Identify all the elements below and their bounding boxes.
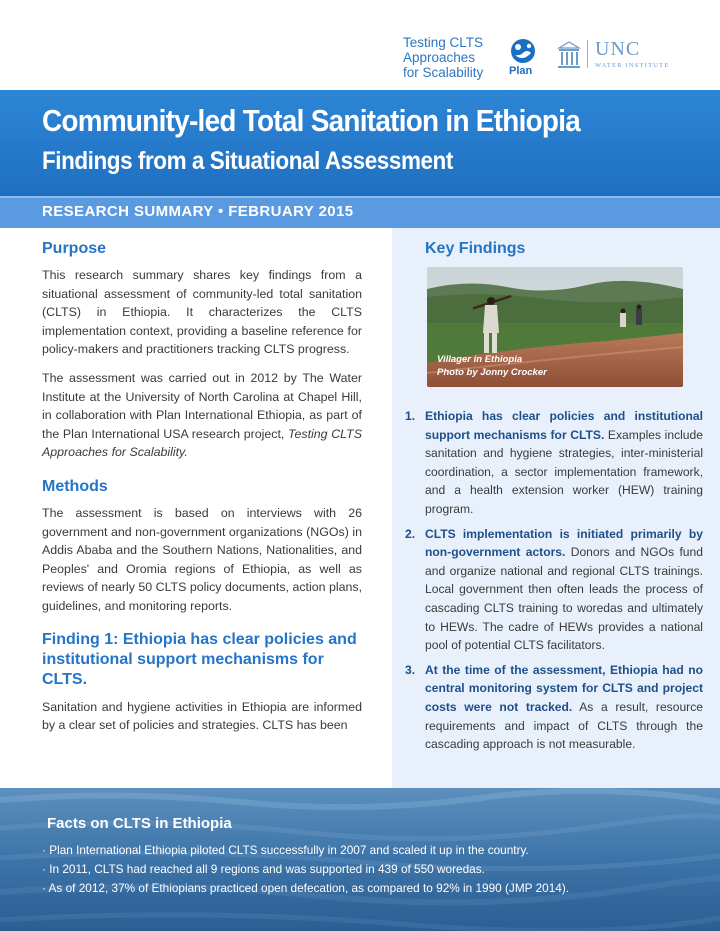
key-finding-2-number: 2. [405,526,416,541]
key-finding-1-bold: Ethiopia has clear policies and institutional support mechanisms for CLTS. [425,409,703,442]
purpose-paragraph-2-text: The assessment was carried out in 2012 by The Water Institute at the University of North Carolina at Chapel Hill, in collaboration with Plan International Ethiopia, as part of the Plan International USA research project, [42,370,362,441]
unc-subtitle: WATER INSTITUTE [595,62,670,69]
key-finding-2-text: Donors and NGOs fund and organize national and regional CLTS trainings. Local government then often leads the process of cascading CLTS training to woredas and ultimately to HEWs. The cadre of HEWs provides a national pool of potential CLTS facilitators. [425,545,703,653]
project-title-line-3: for Scalability [403,65,484,80]
key-finding-2 [405,525,703,655]
villager-photo [427,267,683,387]
purpose-heading: Purpose [42,240,107,257]
water-background [0,788,720,931]
key-finding-3-bold: At the time of the assessment, Ethiopia had no central monitoring system for CLTS and project costs were not tracked. [425,662,703,714]
project-name-italic: Testing CLTS Approaches for Scalability. [42,426,362,460]
unc-building-icon [557,40,581,70]
fact-item-1: · Plan International Ethiopia piloted CLTS successfully in 2007 and scaled it up in the country. [42,843,529,857]
key-finding-3-number: 3. [405,662,416,677]
plan-label: Plan [509,65,533,77]
photo-caption-line-2: Photo by Jonny Crocker [437,367,547,378]
fact-item-2: · In 2011, CLTS had reached all 9 regions and was supported in 439 of 550 woredas. [42,862,485,876]
fact-item-3: · As of 2012, 37% of Ethiopians practiced open defecation, as compared to 92% in 1990 (JMP 2014). [42,881,570,895]
photo-caption-line-1: Villager in Ethiopia [437,354,523,365]
key-finding-2-bold: CLTS implementation is initiated primarily by non-government actors. [425,526,703,560]
key-finding-3-text: As a result, resource requirements and impact of CLTS through the cascading approach is not measurable. [425,699,703,752]
key-finding-3 [405,661,703,754]
key-finding-1-text: Examples include sanitation and hygiene strategies, inter-ministerial coordination, a sector implementation framework, and a health extension worker (HEW) training program. [425,427,703,516]
facts-heading: Facts on CLTS in Ethiopia [47,815,232,832]
project-title [403,35,503,80]
document-title: Community-led Total Sanitation in Ethiopia [42,103,581,138]
logo-divider [587,40,588,68]
finding-1-heading: Finding 1: Ethiopia has clear policies and institutional support mechanisms for CLTS. [42,630,357,688]
key-finding-1-number: 1. [405,409,416,423]
left-column [42,240,362,745]
document-subtitle: Findings from a Situational Assessment [42,147,453,175]
key-findings-heading: Key Findings [425,240,526,257]
right-column [405,240,703,760]
methods-heading: Methods [42,477,108,495]
project-title-line-1: Testing CLTS [403,35,484,50]
purpose-paragraph-2 [42,369,362,462]
unc-name: UNC [595,38,641,60]
key-findings-list [405,407,703,754]
photo-caption [437,353,547,379]
facts-section [0,788,720,931]
summary-line: RESEARCH SUMMARY • FEBRUARY 2015 [42,203,354,220]
purpose-paragraph-1: This research summary shares key findings from a situational assessment of community-led total sanitation (CLTS) in Ethiopia. It characterizes the CLTS implementation context, providing a baseline reference for policy-makers and practitioners tracking CLTS progress. [42,268,362,357]
methods-paragraph: The assessment is based on interviews with 26 government and non-government organizations (NGOs) in Addis Ababa and the Southern Nations, Nationalities, and Peoples' and Oromia regions of Ethiopia, as well as reviews of nearly 50 CLTS policy documents, action plans, guidelines, and monitoring reports. [42,505,363,613]
finding-1-paragraph: Sanitation and hygiene activities in Ethiopia are informed by a clear set of policies and strategies. CLTS has been [42,699,362,733]
key-finding-1 [405,407,703,519]
project-title-line-2: Approaches [403,50,476,65]
